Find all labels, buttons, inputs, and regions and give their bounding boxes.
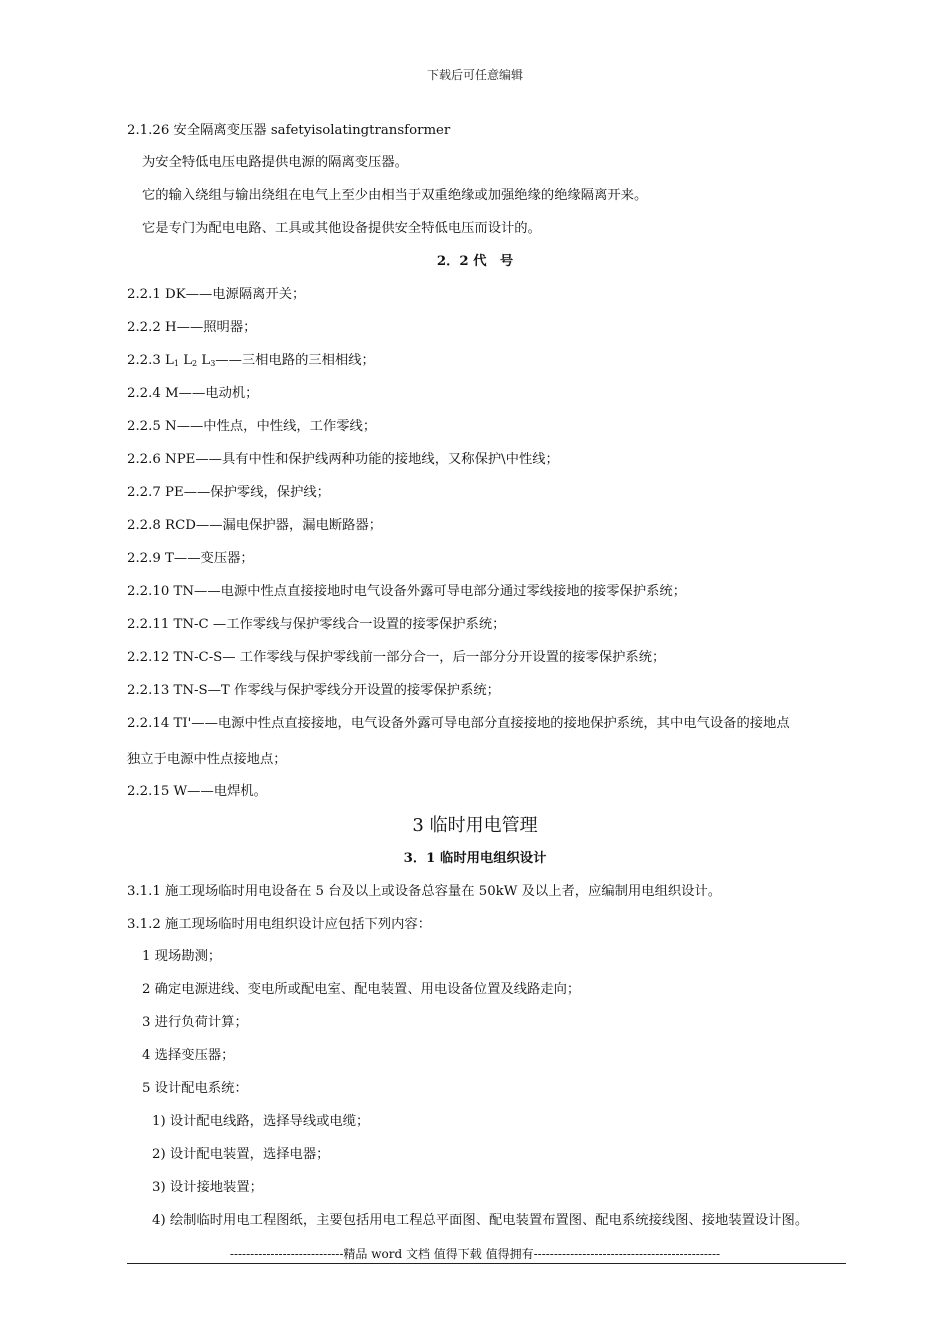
code-2-2-11: 2.2.11 TN-C —工作零线与保护零线合一设置的接零保护系统； [127, 617, 506, 632]
clause-3-1-1: 3.1.1 施工现场临时用电设备在 5 台及以上或设备总容量在 50kW 及以上者，应编制用电组织设计。 [127, 884, 722, 899]
code-2-2-3-sub-2: 2 [192, 359, 198, 368]
code-2-2-3-suffix: ——三相电路的三相相线； [215, 353, 375, 368]
code-2-2-7: 2.2.7 PE——保护零线，保护线； [127, 485, 330, 500]
code-2-2-3-sub-1: 1 [173, 359, 179, 368]
code-2-2-3-sub-3: 3 [210, 359, 216, 368]
code-2-2-3-prefix: 2.2.3 L [127, 353, 174, 368]
code-2-2-14-line-1: 2.2.14 TI'——电源中性点直接接地，电气设备外露可导电部分直接接地的接地保护系统，其中电气设备的接地点 [127, 716, 790, 731]
code-2-2-8: 2.2.8 RCD——漏电保护器，漏电断路器； [127, 518, 383, 533]
code-2-2-2: 2.2.2 H——照明器； [127, 320, 257, 335]
code-2-2-5: 2.2.5 N——中性点，中性线，工作零线； [127, 419, 377, 434]
chapter-3-heading: 3 临时用电管理 [412, 815, 538, 836]
list-item-4: 4 选择变压器； [142, 1048, 235, 1063]
code-2-2-10: 2.2.10 TN——电源中性点直接接地时电气设备外露可导电部分通过零线接地的接零保护系统； [127, 584, 687, 599]
page-header: 下载后可任意编辑 [426, 68, 523, 82]
footer-divider [127, 1263, 846, 1264]
term-2-1-26-title: 2.1.26 安全隔离变压器 safetyisolatingtransformer [127, 123, 451, 138]
sub-item-1: 1) 设计配电线路，选择导线或电缆； [152, 1114, 370, 1129]
page-footer: ----------------------------精品 word 文档 值得下载 值得拥有---------------------------------------------- [229, 1247, 721, 1261]
code-2-2-3 [127, 352, 375, 373]
list-item-3: 3 进行负荷计算； [142, 1015, 248, 1030]
term-2-1-26-paragraph-3: 它是专门为配电电路、工具或其他设备提供安全特低电压而设计的。 [142, 221, 541, 236]
list-item-2: 2 确定电源进线、变电所或配电室、配电装置、用电设备位置及线路走向； [142, 982, 581, 997]
code-2-2-14-line-2: 独立于电源中性点接地点； [127, 752, 287, 767]
section-2-2-heading: 2．2 代 号 [436, 254, 514, 269]
code-2-2-12: 2.2.12 TN-C-S— 工作零线与保护零线前一部分合一，后一部分分开设置的接零保护系统； [127, 650, 666, 665]
code-2-2-3-mid-1: L [178, 353, 193, 368]
sub-item-2: 2) 设计配电装置，选择电器； [152, 1147, 330, 1162]
list-item-1: 1 现场勘测； [142, 949, 222, 964]
section-3-1-heading: 3．1 临时用电组织设计 [403, 851, 547, 866]
code-2-2-15: 2.2.15 W——电焊机。 [127, 784, 267, 799]
term-2-1-26-paragraph-1: 为安全特低电压电路提供电源的隔离变压器。 [142, 155, 408, 170]
code-2-2-3-mid-2: L [197, 353, 211, 368]
code-2-2-1: 2.2.1 DK——电源隔离开关； [127, 287, 306, 302]
code-2-2-9: 2.2.9 T——变压器； [127, 551, 254, 566]
code-2-2-13: 2.2.13 TN-S—T 作零线与保护零线分开设置的接零保护系统； [127, 683, 500, 698]
term-2-1-26-paragraph-2: 它的输入绕组与输出绕组在电气上至少由相当于双重绝缘或加强绝缘的绝缘隔离开来。 [142, 188, 648, 203]
clause-3-1-2: 3.1.2 施工现场临时用电组织设计应包括下列内容： [127, 917, 431, 932]
sub-item-3: 3) 设计接地装置； [152, 1180, 263, 1195]
sub-item-4: 4) 绘制临时用电工程图纸，主要包括用电工程总平面图、配电装置布置图、配电系统接线图、接地装置设计图。 [152, 1213, 809, 1228]
code-2-2-6: 2.2.6 NPE——具有中性和保护线两种功能的接地线，又称保护\中性线； [127, 452, 559, 467]
list-item-5: 5 设计配电系统： [142, 1081, 248, 1096]
code-2-2-4: 2.2.4 M——电动机； [127, 386, 259, 401]
